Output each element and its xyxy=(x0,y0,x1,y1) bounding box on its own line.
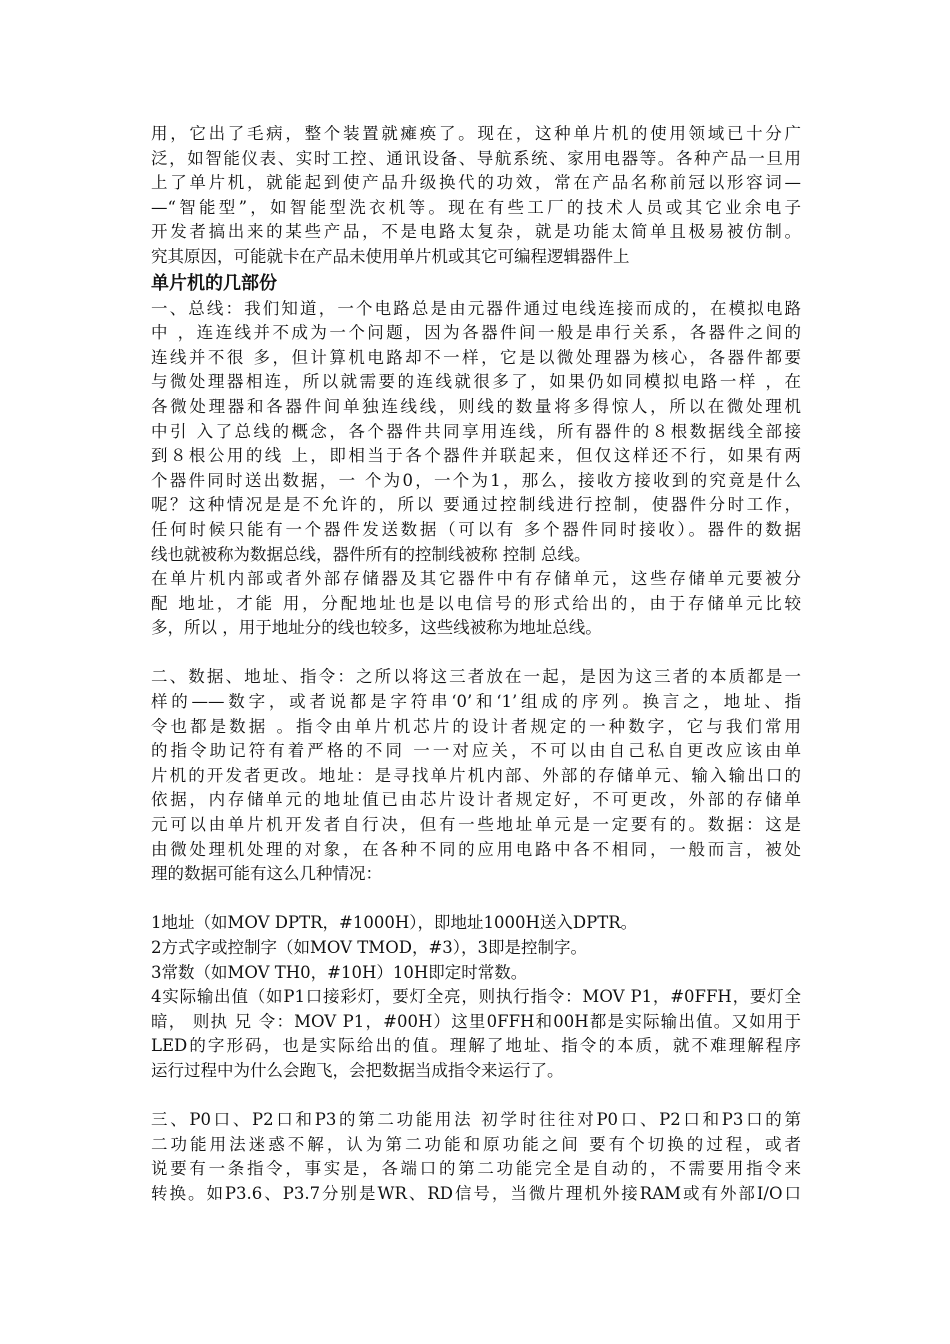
text-line: 泛，如智能仪表、实时工控、通讯设备、导航系统、家用电器等。各种产品一旦用 xyxy=(151,148,801,168)
section-heading: 单片机的几部份 xyxy=(151,272,277,294)
text-line: 元可以由单片机开发者自行决，但有一些地址单元是一定要有的。数据：这是 xyxy=(151,815,801,835)
document-page xyxy=(151,122,801,1207)
text-line: 说要有一条指令，事实是，各端口的第二功能完全是自动的，不需要用指令来 xyxy=(151,1159,801,1179)
text-line: 上了单片机，就能起到使产品升级换代的功效，常在产品名称前冠以形容词— xyxy=(151,173,801,193)
text-line: 各微处理器和各器件间单独连线线，则线的数量将多得惊人，所以在微处理机 xyxy=(151,396,801,416)
text-line: 暗， 则执 兄 令：MOV P1，#00H）这里0FFH和00H都是实际输出值。又如用于 xyxy=(151,1011,801,1031)
text-line: 转换。如P3.6、P3.7分别是WR、RD信号，当微片理机外接RAM或有外部I/O口 xyxy=(151,1183,801,1203)
text-line: 中引 入了总线的概念，各个器件共同享用连线，所有器件的８根数据线全部接 xyxy=(151,421,801,441)
text-line: 一、总线：我们知道，一个电路总是由元器件通过电线连接而成的，在模拟电路 xyxy=(151,298,801,318)
text-line: 开发者搞出来的某些产品，不是电路太复杂，就是功能太简单且极易被仿制。 xyxy=(151,222,801,242)
text-line: 到８根公用的线 上，即相当于各个器件并联起来，但仅这样还不行，如果有两 xyxy=(151,446,801,466)
list-item: 2方式字或控制字（如MOV TMOD，#3），3即是控制字。 xyxy=(151,938,588,957)
text-line: 理的数据可能有这么几种情况： xyxy=(151,864,382,884)
text-line: —“智能型”，如智能型洗衣机等。现在有些工厂的技术人员或其它业余电子 xyxy=(151,197,801,217)
text-line: LED的字形码，也是实际给出的值。理解了地址、指令的本质，就不难理解程序 xyxy=(151,1036,801,1056)
text-line: 片机的开发者更改。地址：是寻找单片机内部、外部的存储单元、输入输出口的 xyxy=(151,765,801,785)
data-address-instruction-paragraph xyxy=(151,665,801,886)
intro-paragraph xyxy=(151,122,801,270)
text-line: 运行过程中为什么会跑飞，会把数据当成指令来运行了。 xyxy=(151,1060,564,1080)
text-line: 配 地址，才能 用，分配地址也是以电信号的形式给出的，由于存储单元比较 xyxy=(151,593,801,613)
text-line: 个器件同时送出数据，一 个为0，一个为1，那么，接收方接收到的究竟是什么 xyxy=(151,470,801,490)
text-line: 用，它出了毛病，整个装置就瘫痪了。现在，这种单片机的使用领域已十分广 xyxy=(151,124,801,143)
paragraph-spacer xyxy=(151,641,801,666)
text-line: 样的——数字，或者说都是字符串‘0’和‘1’组成的序列。换言之，地址、指 xyxy=(151,692,801,712)
text-line: 任何时候只能有一个器件发送数据（可以有 多个器件同时接收）。器件的数据 xyxy=(151,519,801,539)
text-line: 令也都是数据 。指令由单片机芯片的设计者规定的一种数字，它与我们常用 xyxy=(151,716,801,736)
text-line: 连线并不很 多，但计算机电路却不一样，它是以微处理器为核心，各器件都要 xyxy=(151,347,801,367)
text-line: 的指令助记符有着严格的不同 一一对应关，不可以由自己私自更改应该由单 xyxy=(151,741,801,761)
text-line: 多，所以 ，用于地址分的线也较多，这些线被称为地址总线。 xyxy=(151,618,602,638)
paragraph-spacer xyxy=(151,1084,801,1109)
list-item: 4实际输出值（如P1口接彩灯，要灯全亮，则执行指令：MOV P1，#0FFH，要灯全 xyxy=(151,987,801,1007)
text-line: 由微处理机处理的对象，在各种不同的应用电路中各不相同，一般而言，被处 xyxy=(151,839,801,859)
text-line: 在单片机内部或者外部存储器及其它器件中有存储单元，这些存储单元要被分 xyxy=(151,569,801,589)
text-line: 究其原因，可能就卡在产品未使用单片机或其它可编程逻辑器件上 xyxy=(151,246,630,266)
text-line: 与微处理器相连，所以就需要的连线就很多了，如果仍如同模拟电路一样 ，在 xyxy=(151,372,801,392)
text-line: 依据，内存储单元的地址值已由芯片设计者规定好，不可更改，外部的存储单 xyxy=(151,790,801,810)
data-cases-list xyxy=(151,911,801,1083)
address-bus-paragraph xyxy=(151,567,801,641)
text-line: 二、数据、地址、指令：之所以将这三者放在一起，是因为这三者的本质都是一 xyxy=(151,667,801,687)
text-line: 呢？这种情况是是不允许的，所以 要通过控制线进行控制，使器件分时工作， xyxy=(151,495,801,515)
list-item: 3常数（如MOV TH0，#10H）10H即定时常数。 xyxy=(151,962,528,982)
text-line: 中 ，连连线并不成为一个问题，因为各器件间一般是串行关系，各器件之间的 xyxy=(151,323,801,343)
paragraph-spacer xyxy=(151,887,801,912)
list-item: 1地址（如MOV DPTR，#1000H），即地址1000H送入DPTR。 xyxy=(151,913,638,933)
port-function-paragraph xyxy=(151,1108,801,1206)
bus-paragraph xyxy=(151,297,801,568)
text-line: 二功能用法迷惑不解，认为第二功能和原功能之间 要有个切换的过程，或者 xyxy=(151,1134,801,1154)
text-line: 线也就被称为数据总线，器件所有的控制线被称 控制 总线。 xyxy=(151,544,591,564)
text-line: 三、P0口、P2口和P3的第二功能用法 初学时往往对P0口、P2口和P3口的第 xyxy=(151,1110,801,1130)
